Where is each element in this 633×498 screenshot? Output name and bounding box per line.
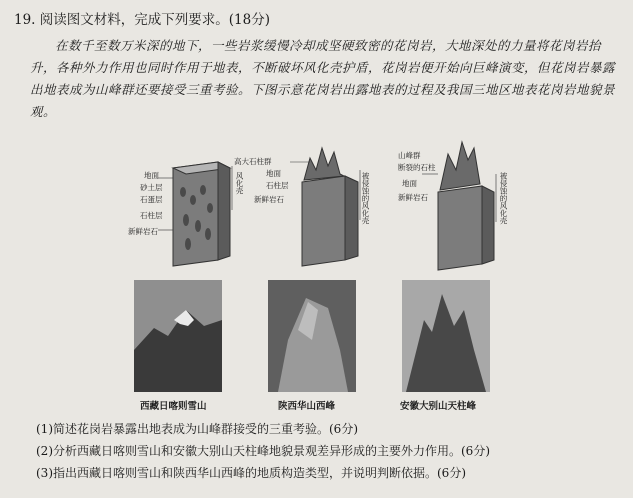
- d3-side-label: 被侵蚀的风化壳: [499, 172, 508, 225]
- photo-3-art: [402, 280, 490, 392]
- d3-label-broken-column: 断裂的石柱: [398, 163, 436, 172]
- photo-2-art: [268, 280, 356, 392]
- photo-tianzhu-peak: [402, 280, 490, 392]
- question-title: 19. 阅读图文材料，完成下列要求。(18分): [14, 12, 270, 28]
- photo-2-caption: 陕西华山西峰: [278, 401, 336, 412]
- photo-3-caption: 安徽大别山天柱峰: [400, 401, 477, 412]
- d1-label-boulder: 石蛋层: [140, 195, 163, 204]
- d2-label-fresh-rock: 新鲜岩石: [254, 195, 284, 204]
- diagram-3: [398, 130, 528, 280]
- d2-label-column: 石柱层: [266, 181, 289, 190]
- d1-side-label: 风化壳: [235, 172, 244, 195]
- d2-label-columns: 高大石柱群: [234, 157, 272, 166]
- d2-label-ground: 地面: [266, 169, 281, 178]
- d3-label-ground: 地面: [402, 179, 417, 188]
- d2-side-label: 被侵蚀的风化壳: [361, 172, 370, 225]
- d1-label-fresh-rock: 新鲜岩石: [128, 227, 158, 236]
- figure-area: [0, 130, 633, 410]
- diagram-1: [118, 130, 248, 280]
- diagram-1-svg: [118, 130, 248, 280]
- d3-label-fresh-rock: 新鲜岩石: [398, 193, 428, 202]
- subquestion-2: (2)分析西藏日喀则雪山和安徽大别山天柱峰地貌景观差异形成的主要外力作用。(6分): [36, 444, 490, 458]
- photo-huashan-west-peak: [268, 280, 356, 392]
- diagram-2: [234, 130, 380, 280]
- d3-label-peaks: 山峰群: [398, 151, 421, 160]
- photo-1-caption: 西藏日喀则雪山: [140, 401, 207, 412]
- photo-1-art: [134, 280, 222, 392]
- material-paragraph: 在数千至数万米深的地下，一些岩浆缓慢冷却成坚硬致密的花岗岩，大地深处的力量将花岗岩抬升，各种外力作用也同时作用于地表，不断破坏风化壳护盾，花岗岩便开始向巨峰演变，但花岗岩暴露出地表成为山峰群还要接受三重考验。下图示意花岗岩出露地表的过程及我国三地区地表花岗岩地貌景观。: [30, 38, 616, 119]
- subquestion-3: (3)指出西藏日喀则雪山和陕西华山西峰的地质构造类型，并说明判断依据。(6分): [36, 466, 466, 480]
- d1-label-column: 石柱层: [140, 211, 163, 220]
- d1-label-ground: 地面: [144, 171, 159, 180]
- photo-rikaze-snow-mountain: [134, 280, 222, 392]
- subquestion-1: (1)简述花岗岩暴露出地表成为山峰群接受的三重考验。(6分): [36, 422, 358, 436]
- d1-label-sand: 砂土层: [140, 183, 163, 192]
